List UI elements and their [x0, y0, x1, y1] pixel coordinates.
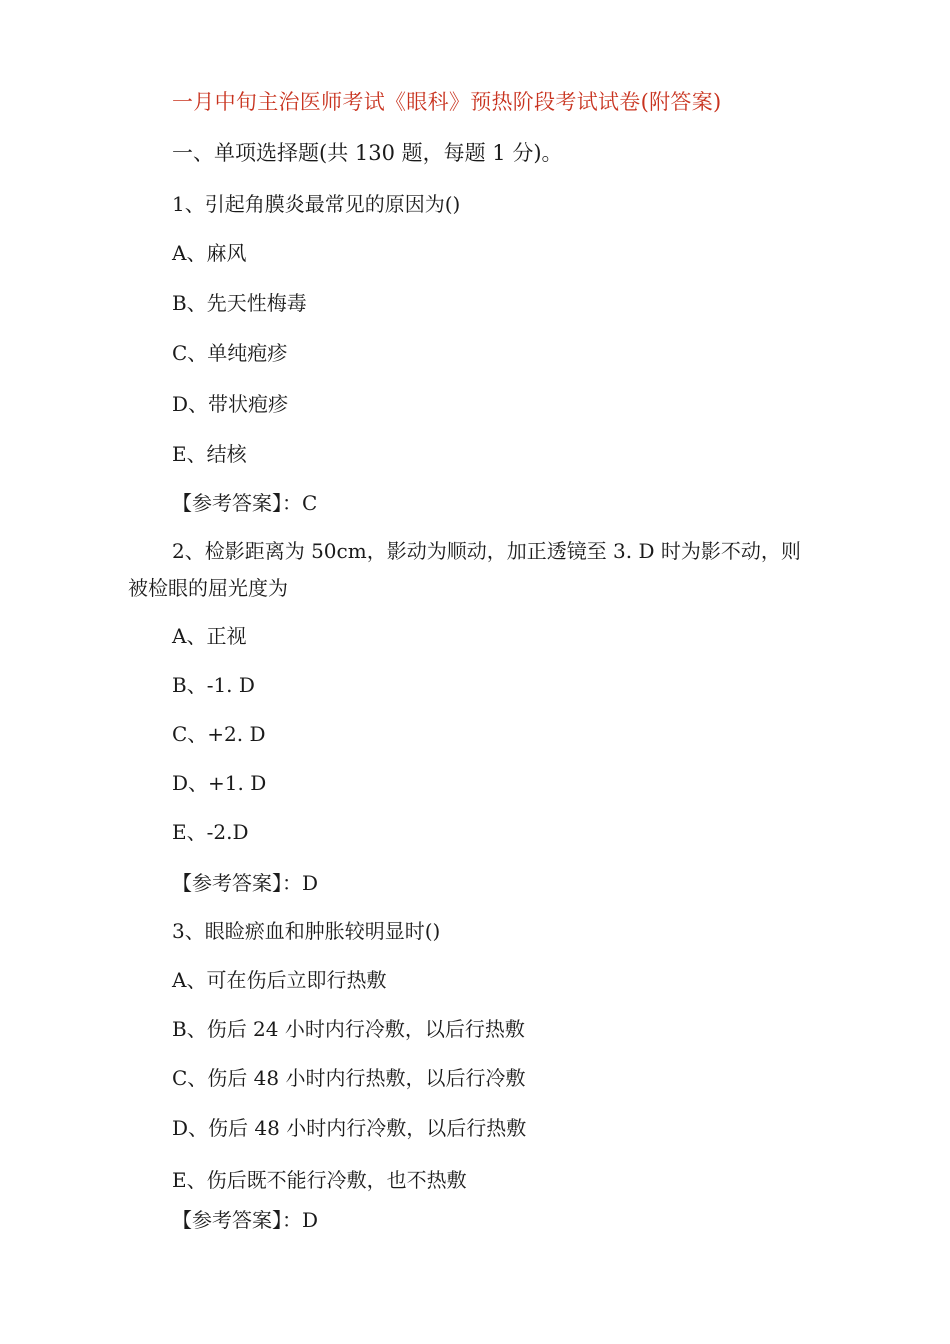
question-1-option-e: E、结核 [172, 442, 247, 466]
question-3-option-e: E、伤后既不能行冷敷，也不热敷 [172, 1168, 467, 1192]
question-1-option-b: B、先天性梅毒 [172, 291, 307, 315]
question-2-option-a: A、正视 [172, 624, 247, 648]
question-3-option-d: D、伤后 48 小时内行冷敷，以后行热敷 [172, 1116, 527, 1140]
question-3-answer: 【参考答案】：D [172, 1208, 319, 1232]
question-2-stem-continued: 被检眼的屈光度为 [128, 576, 288, 600]
question-3-option-a: A、可在伤后立即行热敷 [172, 968, 387, 992]
question-2-option-b: B、-1. D [172, 673, 255, 697]
question-3-option-b: B、伤后 24 小时内行冷敷，以后行热敷 [172, 1017, 525, 1041]
document-title: 一月中旬主治医师考试《眼科》预热阶段考试试卷(附答案) [172, 90, 722, 114]
question-3-stem: 3、眼睑瘀血和肿胀较明显时() [172, 919, 441, 943]
question-2-option-d: D、+1. D [172, 771, 267, 795]
question-1-option-d: D、带状疱疹 [172, 392, 289, 416]
question-1-option-a: A、麻风 [172, 241, 247, 265]
question-2-option-e: E、-2.D [172, 820, 249, 844]
question-2-stem: 2、检影距离为 50cm，影动为顺动，加正透镜至 3. D 时为影不动，则 [172, 539, 801, 563]
section-heading: 一、单项选择题(共 130 题，每题 1 分)。 [172, 141, 563, 165]
question-2-answer: 【参考答案】：D [172, 871, 319, 895]
question-3-option-c: C、伤后 48 小时内行热敷，以后行冷敷 [172, 1066, 526, 1090]
question-2-option-c: C、+2. D [172, 722, 266, 746]
question-1-answer: 【参考答案】：C [172, 491, 318, 515]
question-1-option-c: C、单纯疱疹 [172, 341, 288, 365]
question-1-stem: 1、引起角膜炎最常见的原因为() [172, 192, 461, 216]
